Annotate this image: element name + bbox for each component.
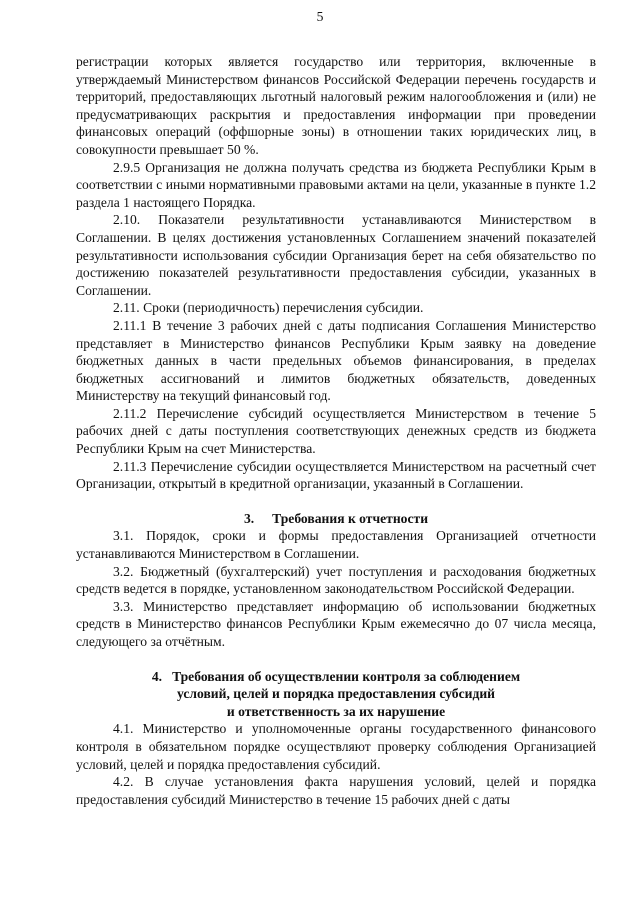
paragraph-2-11-2: 2.11.2 Перечисление субсидий осуществляется Министерством в течение 5 рабочих дней с даты поступления соответствующих денежных средств из бюджета Республики Крым на счет Министерства. [76, 405, 596, 457]
page-number: 5 [316, 9, 324, 24]
paragraph-2-10: 2.10. Показатели результативности устанавливаются Министерством в Соглашении. В целях достижения установленных Соглашением значений показателей результативности использования субсидии Организация берет на себя обязательство по достижению показателей результативности предоставления субсидии, указанных в Соглашении. [76, 212, 596, 298]
section-3-number: 3. [243, 510, 255, 526]
paragraph-4-1: 4.1. Министерство и уполномоченные органы государственного финансового контроля в обязательном порядке осуществляют проверку соблюдения Организацией условий, целей и порядка предоставления субсидий. [76, 721, 596, 772]
paragraph-continuation: регистрации которых является государство или территория, включенные в утверждаемый Министерством финансов Российской Федерации перечень государств и территорий, предоставляющих льготный налоговый режим налогообложения и (или) не предусматривающих раскрытия и предоставления информации при проведении финансовых операций (оффшорные зоны) в отношении таких юридических лиц, в совокупности превышает 50 %. [76, 54, 596, 157]
paragraph-2-11-1: 2.11.1 В течение 3 рабочих дней с даты подписания Соглашения Министерство представляет в Министерство финансов Республики Крым заявку на доведение бюджетных данных в части предельных объемов финансирования, в пределах бюджетных ассигнований и лимитов бюджетных обязательств, доведенных Министерству на текущий финансовый год. [76, 317, 596, 404]
section-4-number: 4. [151, 668, 163, 684]
section-4-title-line2: условий, целей и порядка предоставления субсидий [176, 686, 496, 702]
section-3-heading [76, 510, 596, 528]
section-4-heading [76, 668, 596, 721]
section-3-title: Требования к отчетности [272, 510, 429, 526]
document-body [76, 53, 596, 808]
paragraph-4-2: 4.2. В случае установления факта нарушения условий, целей и порядка предоставления субсидий Министерство в течение 15 рабочих дней с даты [76, 774, 596, 807]
paragraph-3-3: 3.3. Министерство представляет информацию об использовании бюджетных средств в Министерство финансов Республики Крым ежемесячно до 07 числа месяца, следующего за отчётным. [76, 598, 596, 649]
paragraph-2-11: 2.11. Сроки (периодичность) перечисления субсидии. [113, 300, 424, 316]
section-4-title-line1: Требования об осуществлении контроля за соблюдением [172, 668, 521, 684]
paragraph-3-2: 3.2. Бюджетный (бухгалтерский) учет поступления и расходования бюджетных средств ведется в порядке, установленном законодательством Российской Федерации. [76, 563, 596, 597]
section-4-title-line3: и ответственность за их нарушение [226, 703, 446, 719]
paragraph-3-1: 3.1. Порядок, сроки и формы предоставления Организацией отчетности устанавливаются Министерством в Соглашении. [76, 528, 596, 562]
paragraph-2-9-5: 2.9.5 Организация не должна получать средства из бюджета Республики Крым в соответствии с иными нормативными правовыми актами на цели, указанные в пункте 1.2 раздела 1 настоящего Порядка. [76, 159, 596, 210]
paragraph-2-11-3: 2.11.3 Перечисление субсидии осуществляется Министерством на расчетный счет Организации, открытый в кредитной организации, указанный в Соглашении. [76, 458, 596, 492]
